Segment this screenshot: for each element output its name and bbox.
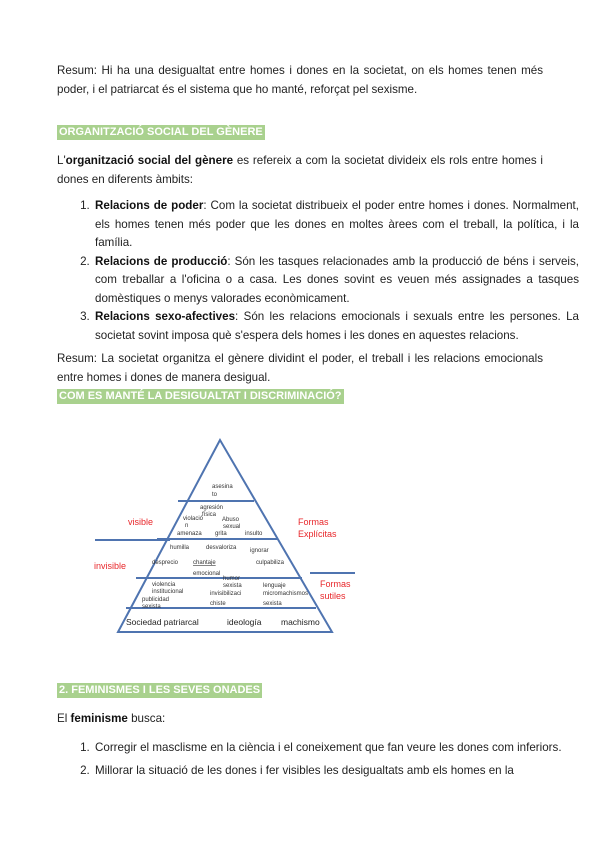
label-violacion: violació — [183, 516, 204, 522]
label-desprecio: desprecio — [152, 560, 179, 566]
label-insulto: insulto — [245, 531, 263, 537]
label-asesinato: asesina — [212, 484, 233, 490]
intro-paragraph: L'organització social del gènere es refereix a com la societat divideix els rols entre homes i dones en diferents àmbits: — [57, 154, 543, 186]
label-ideologia: ideología — [227, 617, 262, 627]
label-publicidad: publicidad — [142, 597, 170, 603]
label-asesinato-2: to — [212, 492, 218, 498]
label-violencia: violencia — [152, 582, 176, 588]
label-violacion-2: n — [185, 523, 189, 529]
label-formas-sutiles: Formas — [320, 579, 351, 589]
label-formas-explicitas: Formas — [298, 517, 329, 527]
label-chantaje: chantaje — [193, 560, 216, 566]
list-item: 3. Relacions sexo-afectives: Són les relacions emocionals i sexuals entre les persones. La societat sovint imposa què s'espera dels homes i les dones en aquestes relacions. — [93, 308, 579, 345]
label-explicitas: Explícitas — [298, 529, 337, 539]
label-ignorar: ignorar — [250, 548, 269, 554]
label-culpabiliza: culpabiliza — [256, 560, 285, 566]
label-fisica: física — [202, 512, 217, 518]
label-humilla: humilla — [170, 545, 190, 551]
list-item: 2. Millorar la situació de les dones i fer visibles les desigualtats amb els homes en la — [93, 762, 579, 781]
label-micromachismos: micromachismos — [263, 591, 309, 597]
label-sexual: sexual — [223, 524, 241, 530]
label-visible: visible — [128, 517, 154, 527]
pyramid-diagram — [80, 430, 370, 640]
label-emocional: emocional — [193, 571, 221, 577]
list-item: 1. Corregir el masclisme en la ciència i el coneixement que fan veure les dones com inferiors. — [93, 739, 579, 758]
label-institucional: institucional — [152, 589, 184, 595]
label-sexista-2: sexista — [223, 583, 242, 589]
heading-organitzacio: ORGANITZACIÓ SOCIAL DEL GÈNERE — [59, 126, 263, 138]
heading-feminismes: 2. FEMINISMES I LES SEVES ONADES — [59, 684, 261, 696]
label-invisible: invisible — [94, 561, 127, 571]
feminisme-list — [57, 739, 579, 780]
list-item: 2. Relacions de producció: Són les tasques relacionades amb la producció de béns i serveis, com treballar a l'oficina o a casa. Les dones sovint es veuen més assignades a tasques domèstiques o menys valorades econòmicament. — [93, 253, 579, 309]
label-humor: humor — [223, 576, 241, 582]
label-sexista-3: sexista — [263, 601, 282, 607]
label-amenaza: amenaza — [177, 531, 202, 537]
summary-2: Resum: La societat organitza el gènere dividint el poder, el treball i les relacions emocionals entre homes i dones de manera desigual. — [57, 352, 543, 384]
label-grita: grita — [215, 531, 227, 537]
feminisme-intro: El feminisme busca: — [57, 712, 166, 725]
relations-list — [57, 197, 579, 345]
label-machismo: machismo — [281, 617, 320, 627]
label-sexista-1: sexista — [142, 604, 161, 610]
label-abuso: Abuso — [222, 517, 240, 523]
label-sutiles: sutiles — [320, 591, 346, 601]
label-desvaloriza: desvaloriza — [206, 545, 237, 551]
label-chiste: chiste — [210, 601, 226, 607]
list-item: 1. Relacions de poder: Com la societat distribueix el poder entre homes i dones. Normalment, els homes tenen més poder que les dones en moltes àrees com el treball, la política, i la família. — [93, 197, 579, 253]
label-agresion: agresión — [200, 505, 224, 511]
label-lenguaje: lenguaje — [263, 583, 286, 589]
label-invisibilizacion: invisibilizaci — [210, 591, 242, 597]
heading-desigualtat: COM ES MANTÉ LA DESIGUALTAT I DISCRIMINACIÓ? — [59, 390, 342, 402]
summary-1: Resum: Hi ha una desigualtat entre homes i dones en la societat, on els homes tenen més poder, i el patriarcat és el sistema que ho manté, reforçat pel sexisme. — [57, 64, 543, 96]
label-sociedad-patriarcal: Sociedad patriarcal — [126, 617, 199, 627]
